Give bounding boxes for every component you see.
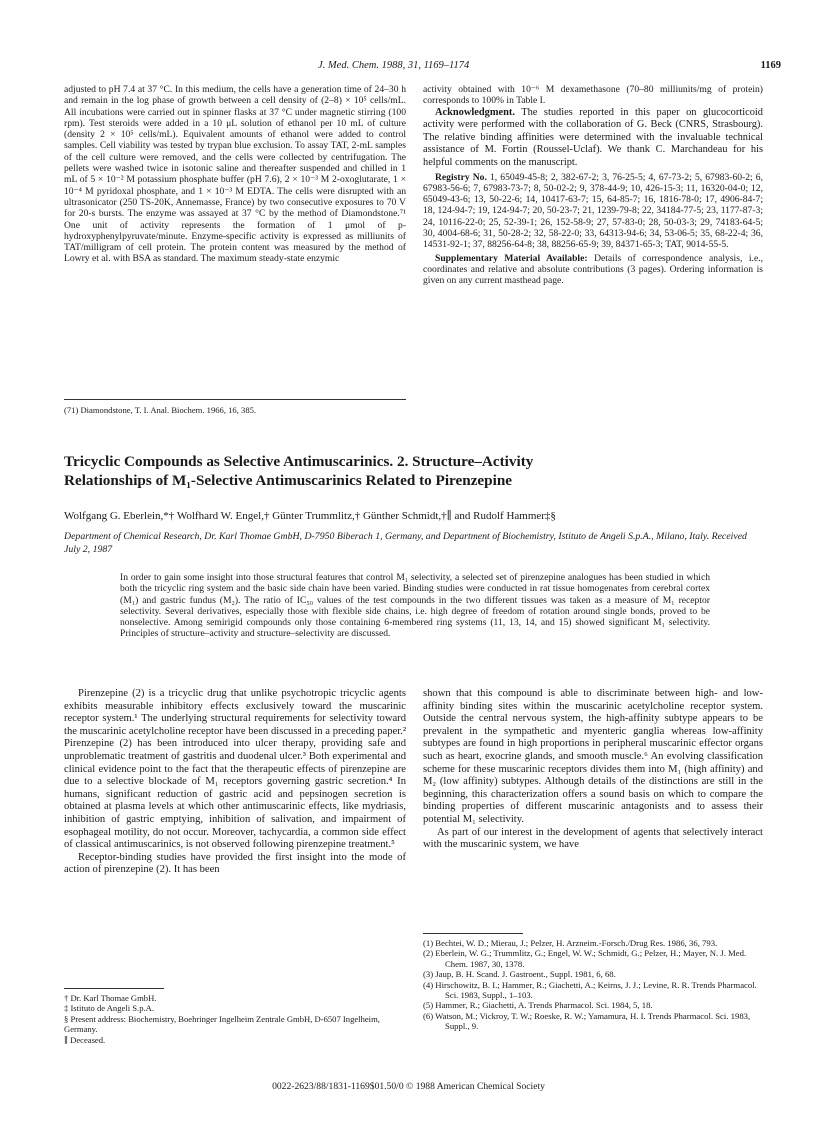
footnote-divider bbox=[64, 399, 406, 400]
prev-article-left-column bbox=[64, 84, 406, 265]
author-footnote-divider bbox=[64, 988, 164, 989]
registry-paragraph bbox=[423, 172, 763, 251]
reference-2: (2) Eberlein, W. G.; Trummlitz, G.; Engel, W. W.; Schmidt, G.; Pelzer, H.; Mayer, N. J. Med. Chem. 1987, 30, 1378. bbox=[423, 948, 747, 969]
footnote-thomae: † Dr. Karl Thomae GmbH. bbox=[64, 993, 157, 1003]
footnote-de-angeli: ‡ Istituto de Angeli S.p.A. bbox=[64, 1003, 154, 1014]
references-divider bbox=[423, 933, 523, 934]
article-affiliation: Department of Chemical Research, Dr. Karl Thomae GmbH, D-7950 Biberach 1, Germany, and Department of Biochemistry, Istituto de Angeli S.p.A., Milano, Italy. Received July 2, 1987 bbox=[64, 531, 747, 555]
running-header bbox=[0, 60, 817, 74]
body-paragraph-3: shown that this compound is able to discriminate between high- and low-affinity binding sites within the muscarinic acetylcholine receptor system. Outside the central nervous system, the high-affinity subtype appears to be prevalent in the sympathetic and myenteric ganglia whereas low-affinity subtypes are found in high proportions in peripheral muscarinic effector organs such as heart, exocrine glands, and smooth muscle.⁶ An evolving classification scheme for these muscarinic receptors divides them into M₁ (high affinity) and M₂ (low affinity) subtypes. Although details of the distinctions are still in the beginning, this characterization offers a sound basis on which to compare the binding properties of different muscarinic antagonists and to assess their potential M₁ selectivity. bbox=[423, 688, 763, 825]
author-footnotes bbox=[64, 993, 406, 1045]
reference-3: (3) Jaup, B. H. Scand. J. Gastroent., Suppl. 1981, 6, 68. bbox=[423, 969, 616, 980]
page-number: 1169 bbox=[760, 60, 781, 71]
article-title bbox=[64, 452, 764, 490]
article-abstract: In order to gain some insight into those structural features that control M₁ selectivity, a selected set of pirenzepine analogues has been studied in which both the tricyclic ring system and the basic side chain have been varied. Binding studies were conducted in rat tissue homogenates from cerebral cortex (M₁) and gastric fundus (M₂). The ratio of IC₅₀ values of the test compounds in the two different tissues was taken as a measure of M₁ receptor selectivity. Several derivatives, especially those with flexible side chains, i.e. high degree of freedom of rotation around single bonds, proved to be nonselective. Among semirigid compounds only those containing 6-membered ring systems (11, 13, 14, and 15) showed significant M₁ selectivity. Principles of structure–activity and structure–selectivity are discussed. bbox=[120, 572, 710, 640]
copyright-footer: 0022-2623/88/1831-1169$01.50/0 © 1988 American Chemical Society bbox=[272, 1081, 545, 1092]
article-title-line-1: Tricyclic Compounds as Selective Antimuscarinics. 2. Structure–Activity bbox=[64, 453, 534, 470]
body-left-column bbox=[64, 688, 406, 877]
article-authors: Wolfgang G. Eberlein,*† Wolfhard W. Engel,† Günter Trummlitz,† Günther Schmidt,†∥ and Rudolf Hammer‡§ bbox=[64, 510, 556, 522]
body-paragraph-1: Pirenzepine (2) is a tricyclic drug that unlike psychotropic tricyclic agents exhibits measurable inhibitory effects exclusively toward the muscarinic receptor system.¹ The underlying structural requirements for selectivity toward the muscarinic acetylcholine receptor have been discussed in a preceding paper.² Pirenzepine (2) has been introduced into ulcer therapy, providing safe and unproblematic treatment of gastritis and duodenal ulcer.³ Both experimental and clinical evidence point to the fact that the therapeutic effects of pirenzepine are due to a selective blockade of M₁ receptors governing gastric secretion.⁴ In humans, significant reduction of gastric acid and pepsinogen secretion is obtained at plasma levels at which other antimuscarinic effects, like mydriasis, inhibition of gastric emptying, inhibition of salivation, and impairment of esophageal motility, do not occur. Moreover, tachycardia, a common side effect of classical antimuscarinics, is not observed following pirenzepine treatment.⁵ bbox=[64, 688, 406, 851]
journal-citation: J. Med. Chem. 1988, 31, 1169–1174 bbox=[318, 60, 470, 71]
prev-article-right-column bbox=[423, 84, 763, 287]
body-right-column bbox=[423, 688, 763, 852]
article-title-line-2: Relationships of M₁-Selective Antimuscarinics Related to Pirenzepine bbox=[64, 472, 513, 489]
registry-text: 1, 65049-45-8; 2, 382-67-2; 3, 76-25-5; 4, 67-73-2; 5, 67983-60-2; 6, 67983-56-6; 7, 67983-73-7; 8, 50-02-2; 9, 378-44-9; 10, 426-15-3; 11, 16320-04-0; 12, 65049-43-6; 13, 50-22-6; 14, 10417-63-7; 15, 64-85-7; 16, 1816-78-0; 17, 4906-84-7; 18, 124-94-7; 19, 124-94-7; 20, 50-23-7; 21, 1239-79-8; 22, 34184-77-5; 23, 1177-87-3; 24, 10116-22-0; 25, 52-39-1; 26, 152-58-9; 27, 57-83-0; 28, 50-03-3; 29, 74183-64-5; 30, 4004-68-6; 31, 50-28-2; 32, 58-22-0; 33, 64313-94-6; 34, 53-06-5; 35, 68-22-4; 36, 14531-92-1; 37, 88256-64-8; 38, 88256-65-9; 39, 84371-65-3; TAT, 9014-55-5. bbox=[423, 171, 763, 251]
acknowledgment-heading: Acknowledgment. bbox=[435, 106, 515, 118]
prev-article-footnote: (71) Diamondstone, T. I. Anal. Biochem. 1966, 16, 385. bbox=[64, 405, 257, 415]
prev-article-text: adjusted to pH 7.4 at 37 °C. In this medium, the cells have a generation time of 24–30 h and remain in the log phase of growth between a cell density of (2–8) × 10⁵ cells/mL. All incubations were carried out in spinner flasks at 37 °C under magnetic stirring (100 rpm). Test steroids were added in a 10 μL solution of ethanol per 10 mL of culture (density 2 × 10⁵ cells/mL). Equivalent amounts of ethanol were added to control samples. Cell viability was tested by trypan blue exclusion. To assay TAT, 2-mL samples of the cell culture were removed, and the cells were collected by centrifugation. The pellets were washed twice in isotonic saline and thereafter suspended and chilled in 1 mL of 5 × 10⁻² M potassium phosphate buffer (pH 7.6), 2 × 10⁻³ M 2-oxoglutarate, 1 × 10⁻⁴ M pyridoxal phosphate, and 1 × 10⁻³ M EDTA. The cells were disrupted with an ultrasonicator (250 TS-20K, Annemasse, France) by two consecutive exposures to 70 V for 20-s bursts. The enzyme was assayed at 37 °C by the method of Diamondstone.⁷¹ One unit of activity represents the formation of 1 μmol of p-hydroxyphenylpyruvate/minute. Enzyme-specific activity is expressed as milliunits of TAT/milligram of cell protein. The protein content was measured by the method of Lowry et al. with BSA as standard. The maximum steady-state enzymic bbox=[64, 84, 406, 265]
reference-4: (4) Hirschowitz, B. I.; Hammer, R.; Giachetti, A.; Keirns, J. J.; Levine, R. R. Trends Pharmacol. Sci. 1983, Suppl., 1–103. bbox=[423, 979, 757, 1001]
acknowledgment-paragraph bbox=[423, 107, 763, 170]
references-list bbox=[423, 938, 763, 1032]
supplementary-paragraph bbox=[423, 253, 763, 287]
footnote-present-address: § Present address: Biochemistry, Boehringer Ingelheim Zentrale GmbH, D-6507 Ingelheim, Germany. bbox=[64, 1013, 380, 1035]
registry-heading: Registry No. bbox=[435, 171, 487, 183]
reference-6: (6) Watson, M.; Vickroy, T. W.; Roeske, R. W.; Yamamura, H. I. Trends Pharmacol. Sci. 1983, Suppl., 9. bbox=[423, 1010, 751, 1032]
body-paragraph-4: As part of our interest in the development of agents that selectively interact with the muscarinic system, we have bbox=[423, 826, 763, 851]
reference-1: (1) Bechtei, W. D.; Mierau, J.; Pelzer, H. Arzneim.-Forsch./Drug Res. 1986, 36, 793. bbox=[423, 938, 718, 948]
footnote-deceased: ∥ Deceased. bbox=[64, 1034, 106, 1045]
supplementary-heading: Supplementary Material Available: bbox=[435, 252, 588, 264]
reference-5: (5) Hammer, R.; Giachetti, A. Trends Pharmacol. Sci. 1984, 5, 18. bbox=[423, 1000, 653, 1011]
body-paragraph-2: Receptor-binding studies have provided the first insight into the mode of action of pirenzepine (2). It has been bbox=[64, 851, 406, 876]
acknowledgment-text: The studies reported in this paper on glucocorticoid activity were performed with the collaboration of G. Beck (CNRS, Strasbourg). The relative binding affinities were determined with the invaluable technical assistance of M. Fortin (Roussel-Uclaf). We thank C. Marchandeau for his helpful comments on the manuscript. bbox=[423, 106, 763, 168]
supplementary-text: Details of correspondence analysis, i.e., coordinates and relative and absolute contributions (3 pages). Ordering information is given on any current masthead page. bbox=[423, 252, 764, 287]
prev-article-continuation: activity obtained with 10⁻⁶ M dexamethasone (70–80 milliunits/mg of protein) corresponds to 100% in Table I. bbox=[423, 84, 763, 107]
